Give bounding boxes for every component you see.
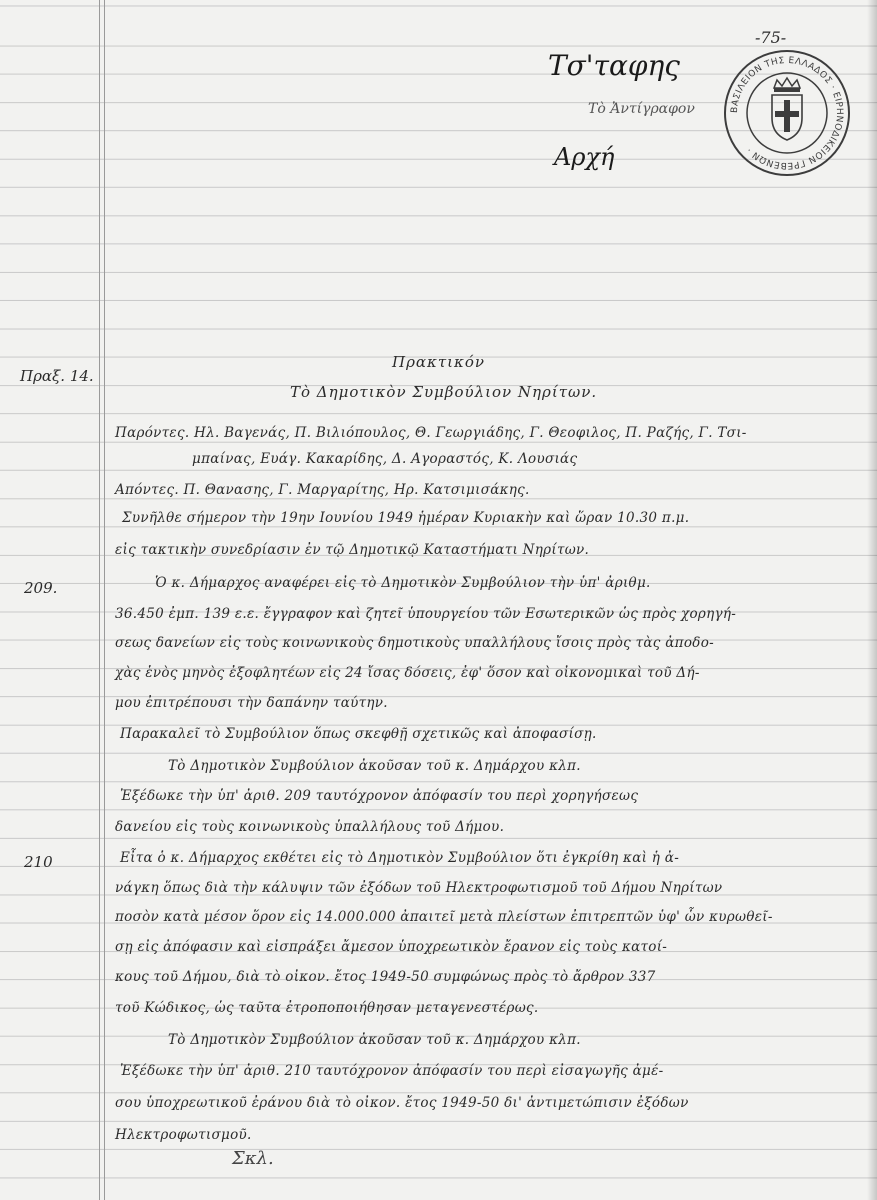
item-number-209: 209.	[24, 579, 58, 597]
greek-royal-coat-of-arms-icon	[722, 48, 852, 178]
item-209-line-2: 36.450 ἐμπ. 139 ε.ε. ἔγγραφον καὶ ζητεῖ ὑπουργείου τῶν Εσωτερικῶν ὡς πρὸς χορηγή-	[115, 606, 737, 622]
signature-line-2: Τὸ Ἀντίγραφον	[588, 101, 695, 117]
stamp-ring-text: ΒΑΣΙΛΕΙΟΝ ΤΗΣ ΕΛΛΑΔΟΣ · ΕΙΡΗΝΟΔΙΚΕΙΟΝ ΓΡΕΒΕΝΩΝ ·	[729, 55, 845, 171]
item-210-decision-line-1: Ἐξέδωκε τὴν ὑπ' ἀριθ. 210 ταυτόχρονον ἀπόφασίν του περὶ εἰσαγωγῆς ἀμέ-	[120, 1063, 664, 1079]
item-209-decision-line-1: Ἐξέδωκε τὴν ὑπ' ἀριθ. 209 ταυτόχρονον ἀπόφασίν του περὶ χορηγήσεως	[120, 788, 639, 804]
bottom-signature: Σκλ.	[232, 1148, 274, 1169]
page-number: -75-	[755, 28, 787, 47]
record-title: Πρακτικόν	[392, 353, 486, 371]
item-209-heard: Τὸ Δημοτικὸν Συμβούλιον ἀκοῦσαν τοῦ κ. Δημάρχου κλπ.	[168, 758, 581, 774]
item-210-line-4: σῃ εἰς ἀπόφασιν καὶ εἰσπράξει ἄμεσον ὑποχρεωτικὸν ἔρανον εἰς τοὺς κατοί-	[115, 939, 668, 955]
item-209-line-5: μου ἐπιτρέπουσι τὴν δαπάνην ταύτην.	[115, 695, 388, 711]
item-210-line-1: Εἶτα ὁ κ. Δήμαρχος εκθέτει εἰς τὸ Δημοτικὸν Συμβούλιον ὅτι ἐγκρίθη καὶ ἡ ἀ-	[120, 850, 680, 866]
opening-line-2: εἰς τακτικὴν συνεδρίασιν ἐν τῷ Δημοτικῷ Καταστήματι Νηρίτων.	[115, 542, 590, 558]
item-210-heard: Τὸ Δημοτικὸν Συμβούλιον ἀκοῦσαν τοῦ κ. Δημάρχου κλπ.	[168, 1032, 581, 1048]
item-number-210: 210	[24, 853, 53, 871]
record-subtitle: Τὸ Δημοτικὸν Συμβούλιον Νηρίτων.	[290, 383, 598, 401]
item-209-line-3: σεως δανείων εἰς τοὺς κοινωνικοὺς δημοτικοὺς υπαλλήλους ἴσοις πρὸς τὰς ἀποδο-	[115, 635, 714, 651]
item-210-line-6: τοῦ Κώδικος, ὡς ταῦτα ἐτροποποιήθησαν μεταγενεστέρως.	[115, 1000, 539, 1016]
present-line-1: Παρόντες. Ηλ. Βαγενάς, Π. Βιλιόπουλος, Θ. Γεωργιάδης, Γ. Θεοφιλος, Π. Ραζής, Γ. Τσι-	[115, 425, 747, 441]
signature-line-1: Τσ'ταφης	[548, 49, 680, 82]
left-margin-rule	[99, 0, 100, 1200]
item-210-decision-line-2: σου ὑποχρεωτικοῦ ἐράνου διὰ τὸ οἰκον. ἔτος 1949-50 δι' ἀντιμετώπισιν ἐξόδων	[115, 1095, 689, 1111]
item-210-line-3: ποσὸν κατὰ μέσον ὅρον εἰς 14.000.000 ἀπαιτεῖ μετὰ πλείστων ἐπιτρεπτῶν ὑφ' ὧν κυρωθεῖ-	[115, 909, 773, 925]
margin-record-label: Πραξ. 14.	[20, 367, 94, 385]
item-209-line-1: Ὁ κ. Δήμαρχος αναφέρει εἰς τὸ Δημοτικὸν Συμβούλιον τὴν ὑπ' ἀριθμ.	[155, 575, 651, 591]
official-stamp	[722, 48, 852, 178]
item-210-line-2: νάγκη ὅπως διὰ τὴν κάλυψιν τῶν ἐξόδων τοῦ Ηλεκτροφωτισμοῦ τοῦ Δήμου Νηρίτων	[115, 880, 723, 896]
absent-line: Απόντες. Π. Θανασης, Γ. Μαργαρίτης, Ηρ. Κατσιμισάκης.	[115, 482, 530, 498]
signature-line-3: Αρχή	[554, 143, 615, 171]
left-margin-rule-inner	[104, 0, 105, 1200]
item-209-decision-line-2: δανείου εἰς τοὺς κοινωνικοὺς ὑπαλλήλους τοῦ Δήμου.	[115, 819, 505, 835]
present-line-2: μπαίνας, Ευάγ. Κακαρίδης, Δ. Αγοραστός, Κ. Λουσιάς	[192, 451, 578, 467]
opening-line-1: Συνῆλθε σήμερον τὴν 19ην Ιουνίου 1949 ἡμέραν Κυριακὴν καὶ ὥραν 10.30 π.μ.	[122, 510, 690, 526]
item-209-request: Παρακαλεῖ τὸ Συμβούλιον ὅπως σκεφθῇ σχετικῶς καὶ ἀποφασίσῃ.	[120, 726, 597, 742]
item-210-line-5: κους τοῦ Δήμου, διὰ τὸ οἰκον. ἔτος 1949-50 συμφώνως πρὸς τὸ ἄρθρον 337	[115, 969, 656, 985]
item-209-line-4: χὰς ἑνὸς μηνὸς ἐξοφλητέων εἰς 24 ἴσας δόσεις, ἐφ' ὅσον καὶ οἰκονομικαὶ τοῦ Δή-	[115, 665, 700, 681]
item-210-decision-line-3: Ηλεκτροφωτισμοῦ.	[115, 1127, 252, 1143]
